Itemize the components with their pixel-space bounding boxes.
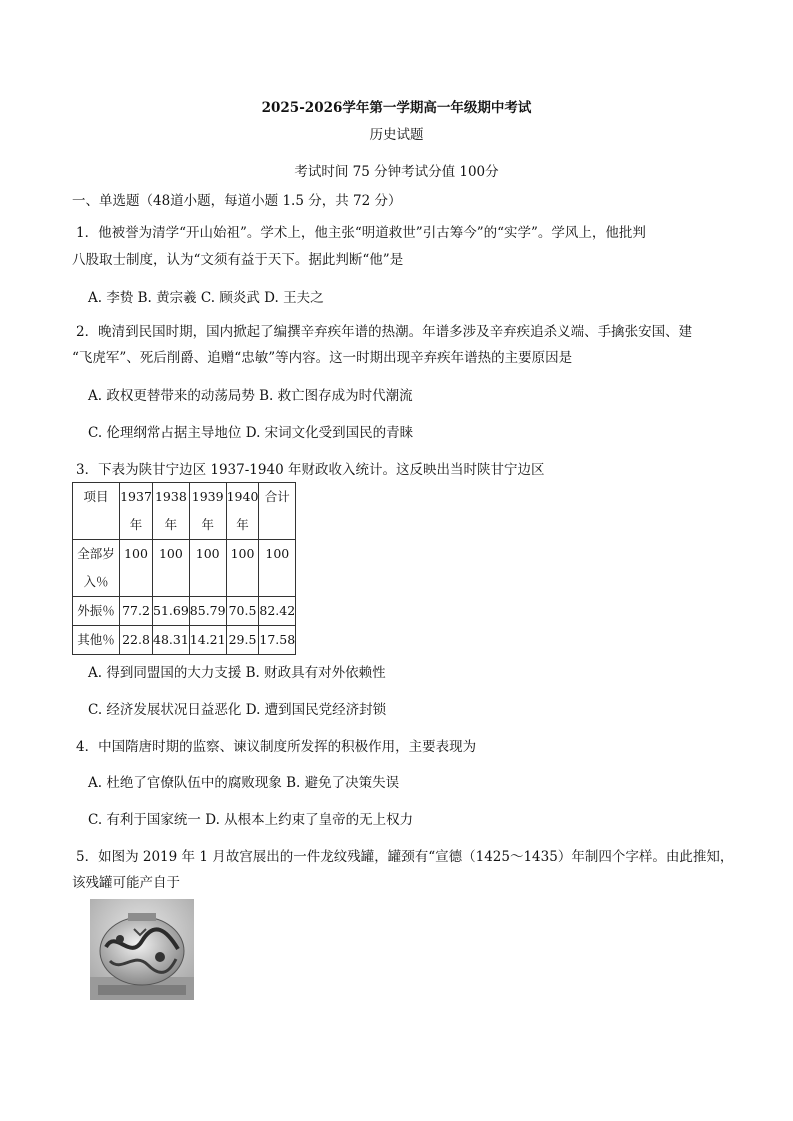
table-header-cell: 1938 年 <box>153 483 190 540</box>
table-cell: 100 <box>120 540 153 597</box>
table-cell: 85.79 <box>189 597 226 626</box>
section-heading: 一、单选题（48道小题，每道小题 1.5 分，共 72 分） <box>72 193 402 209</box>
table-header-row <box>73 483 296 540</box>
question-3-options-line2: C. 经济发展状况日益恶化 D. 遭到国民党经济封锁 <box>88 702 387 718</box>
question-3-stem: 3．下表为陕甘宁边区 1937-1940 年财政收入统计。这反映出当时陕甘宁边区 <box>76 462 545 478</box>
table-cell: 82.42 <box>259 597 296 626</box>
question-3-options-line1: A. 得到同盟国的大力支援 B. 财政具有对外依赖性 <box>88 665 386 681</box>
table-cell: 100 <box>189 540 226 597</box>
table-cell: 22.8 <box>120 626 153 655</box>
table-cell: 14.21 <box>189 626 226 655</box>
question-1-stem-line1: 1．他被誉为清学“开山始祖”。学术上，他主张“明道救世”引古筹今”的“实学”。学风上，他批判 <box>76 225 646 241</box>
table-cell: 100 <box>226 540 259 597</box>
table-row-label: 外振％ <box>73 597 120 626</box>
jar-image-icon <box>90 899 194 1000</box>
table-header-cell: 1937 年 <box>120 483 153 540</box>
question-2-stem-line1: 2．晚清到民国时期，国内掀起了编撰辛弃疾年谱的热潮。年谱多涉及辛弃疾追杀义端、手擒张安国、建 <box>76 324 693 340</box>
question-4-stem: 4．中国隋唐时期的监察、谏议制度所发挥的积极作用，主要表现为 <box>76 739 477 755</box>
table-cell: 100 <box>259 540 296 597</box>
table-row <box>73 540 296 597</box>
dragon-jar-photo <box>90 899 194 1000</box>
question-2-options-line1: A. 政权更替带来的动荡局势 B. 救亡图存成为时代潮流 <box>88 388 413 404</box>
exam-title: 2025-2026学年第一学期高一年级期中考试 <box>261 100 532 116</box>
exam-info: 考试时间 75 分钟考试分值 100分 <box>294 164 499 180</box>
table-cell: 48.31 <box>153 626 190 655</box>
table-cell: 70.5 <box>226 597 259 626</box>
table-row <box>73 597 296 626</box>
question-2-stem-line2: “飞虎军”、死后削爵、追赠“忠敏”等内容。这一时期出现辛弃疾年谱热的主要原因是 <box>72 350 573 366</box>
question-4-options-line2: C. 有利于国家统一 D. 从根本上约束了皇帝的无上权力 <box>88 812 414 828</box>
question-1-stem-line2: 八股取士制度，认为“文须有益于天下。据此判断“他”是 <box>72 252 404 268</box>
question-5-stem-line2: 该残罐可能产自于 <box>72 875 180 891</box>
question-1-options: A. 李贽 B. 黄宗羲 C. 顾炎武 D. 王夫之 <box>88 290 324 306</box>
table-header-cell: 1940 年 <box>226 483 259 540</box>
table-cell: 29.5 <box>226 626 259 655</box>
exam-subject: 历史试题 <box>369 127 424 143</box>
question-4-options-line1: A. 杜绝了官僚队伍中的腐败现象 B. 避免了决策失误 <box>88 775 400 791</box>
question-2-options-line2: C. 伦理纲常占据主导地位 D. 宋词文化受到国民的青睐 <box>88 425 414 441</box>
table-cell: 51.69 <box>153 597 190 626</box>
table-header-cell: 项目 <box>73 483 120 540</box>
revenue-table <box>72 482 296 655</box>
table-header-cell: 1939 年 <box>189 483 226 540</box>
table-cell: 100 <box>153 540 190 597</box>
table-row <box>73 626 296 655</box>
question-5-stem-line1: 5．如图为 2019 年 1 月故宫展出的一件龙纹残罐，罐颈有“宣德（1425～1435）年制四个字样。由此推知， <box>76 849 734 865</box>
table-row-label: 全部岁 入％ <box>73 540 120 597</box>
table-header-cell: 合计 <box>259 483 296 540</box>
table-row-label: 其他％ <box>73 626 120 655</box>
table-cell: 17.58 <box>259 626 296 655</box>
table-cell: 77.2 <box>120 597 153 626</box>
